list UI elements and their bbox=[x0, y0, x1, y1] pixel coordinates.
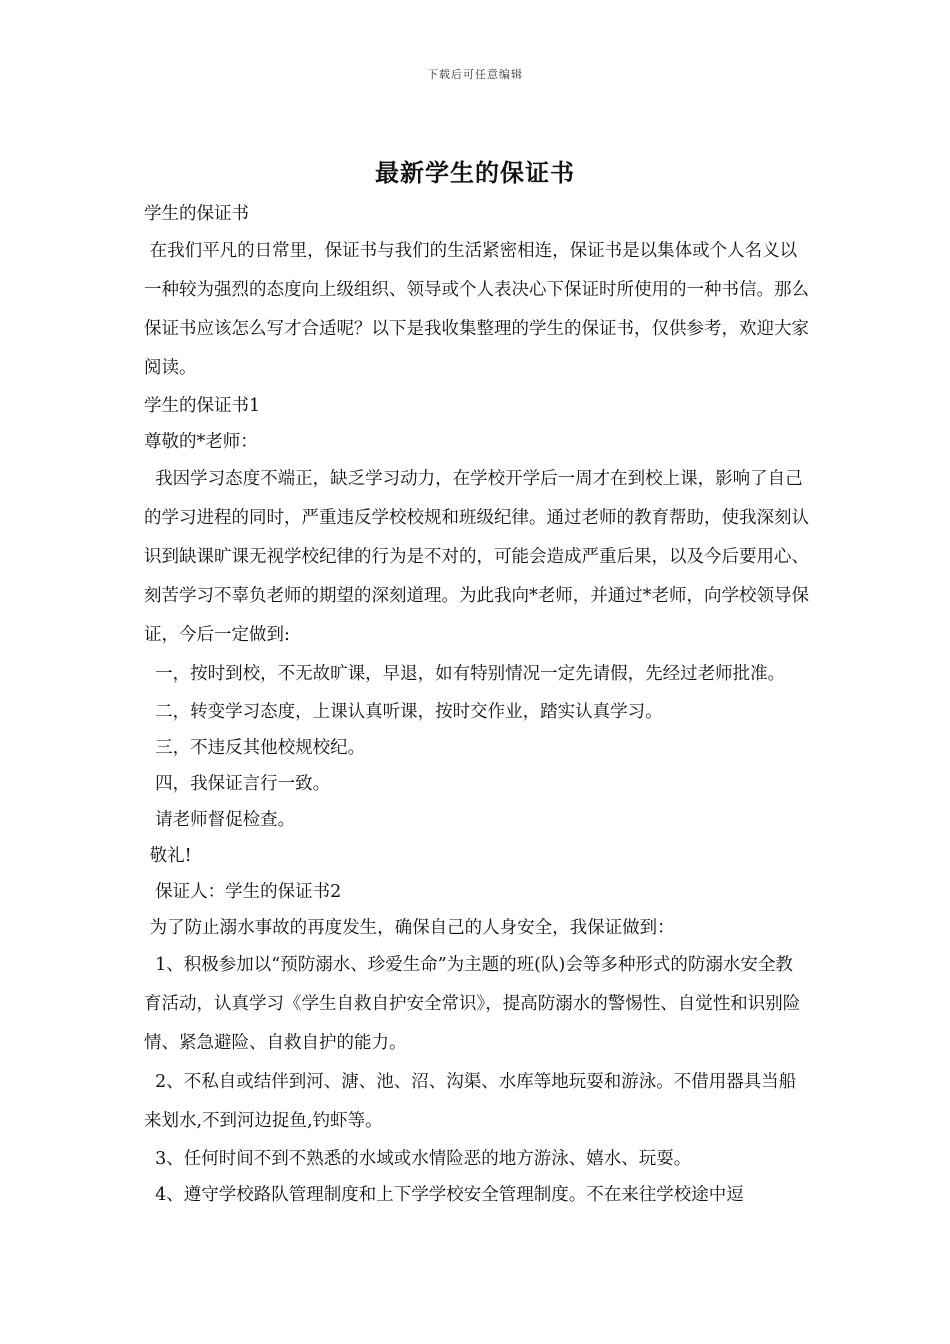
body-paragraph: 我因学习态度不端正，缺乏学习动力，在学校开学后一周才在到校上课，影响了自己的学习进程的同时，严重违反学校校规和班级纪律。通过老师的教育帮助，使我深刻认识到缺课旷课无视学校纪律的行为是不对的，可能会造成严重后果，以及今后要用心、刻苦学习不辜负老师的期望的深刻道理。为此我向*老师，并通过*老师，向学校领导保证，今后一定做到: bbox=[144, 469, 809, 645]
list-item: 3、任何时间不到不熟悉的水域或水情险恶的地方游泳、嬉水、玩耍。 bbox=[144, 1149, 692, 1169]
intro-paragraph: 在我们平凡的日常里，保证书与我们的生活紧密相连，保证书是以集体或个人名义以一种较为强烈的态度向上级组织、领导或个人表决心下保证时所使用的一种书信。那么保证书应该怎么写才合适呢？以下是我收集整理的学生的保证书，仅供参考，欢迎大家阅读。 bbox=[144, 241, 809, 378]
document-title: 最新学生的保证书 bbox=[375, 158, 575, 187]
body-paragraph: 请老师督促检查。 bbox=[144, 810, 296, 830]
header-note: 下载后可任意编辑 bbox=[427, 68, 523, 81]
body-paragraph: 为了防止溺水事故的再度发生，确保自己的人身安全，我保证做到： bbox=[144, 918, 675, 938]
list-item: 4、遵守学校路队管理制度和上下学学校安全管理制度。不在来往学校途中逗 bbox=[144, 1185, 744, 1205]
list-item: 2、不私自或结伴到河、溏、池、沼、沟渠、水库等地玩耍和游泳。不借用器具当船来划水,不到河边捉鱼,钓虾等。 bbox=[144, 1072, 797, 1131]
signature-line: 保证人：学生的保证书2 bbox=[144, 882, 342, 902]
closing: 敬礼! bbox=[144, 846, 192, 866]
salutation: 尊敬的*老师： bbox=[144, 432, 258, 452]
list-item: 四，我保证言行一致。 bbox=[144, 774, 331, 794]
list-item: 1、积极参加以“预防溺水、珍爱生命”为主题的班(队)会等多种形式的防溺水安全教育活动，认真学习《学生自救自护安全常识》，提高防溺水的警惕性、自觉性和识别险情、紧急避险、自救自护的能力。 bbox=[144, 955, 801, 1053]
list-item: 一，按时到校，不无故旷课，早退，如有特别情况一定先请假，先经过老师批准。 bbox=[144, 664, 786, 684]
section-heading: 学生的保证书 bbox=[144, 204, 249, 224]
list-item: 三，不违反其他校规校纪。 bbox=[144, 738, 366, 758]
section-heading: 学生的保证书1 bbox=[144, 396, 261, 416]
list-item: 二，转变学习态度，上课认真听课，按时交作业，踏实认真学习。 bbox=[144, 702, 663, 722]
document-body bbox=[144, 196, 809, 1213]
